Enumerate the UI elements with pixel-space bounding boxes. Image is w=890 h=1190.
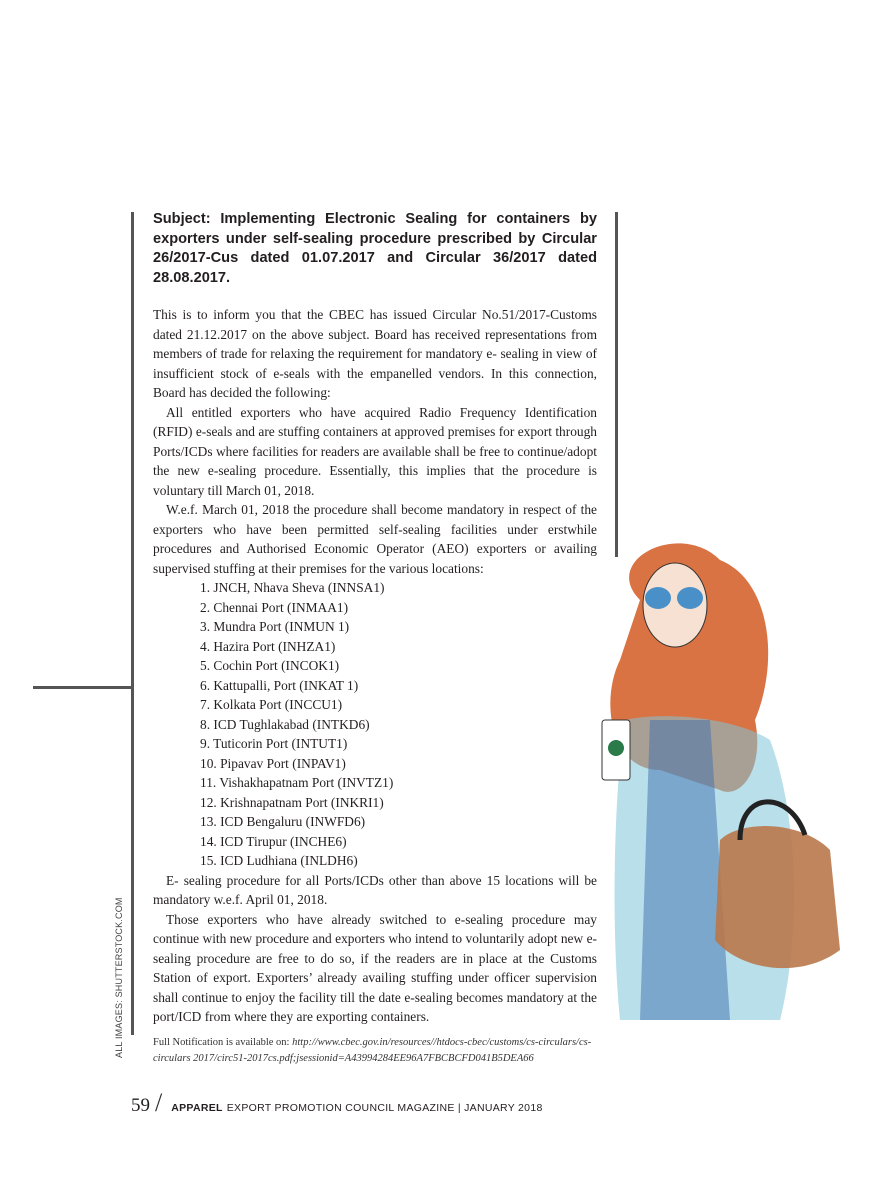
- handbag: [715, 826, 840, 968]
- list-item: 12. Krishnapatnam Port (INKRI1): [200, 794, 384, 810]
- article-subject: Subject: Implementing Electronic Sealing for containers by exporters under self-sealing procedure prescribed by Circular 26/2017-Cus dated 01.07.2017 and Circular 36/2017 dated 28.08.2017.: [153, 211, 597, 286]
- page-footer: [131, 1088, 543, 1118]
- list-item: 10. Pipavav Port (INPAV1): [200, 755, 346, 771]
- article: [153, 210, 597, 1078]
- list-item: 9. Tuticorin Port (INTUT1): [200, 736, 348, 752]
- sunglasses-left: [645, 587, 671, 609]
- paragraph: All entitled exporters who have acquired Radio Frequency Identification (RFID) e-seals and are stuffing containers at approved premises for export through Ports/ICDs where facilities for readers are available shall be free to continue/adopt the new e-sealing procedure. Essentially, this implies that the procedure is voluntary till March 01, 2018.: [153, 404, 597, 498]
- list-item: 5. Cochin Port (INCOK1): [200, 658, 340, 674]
- list-item: 2. Chennai Port (INMAA1): [200, 599, 349, 615]
- paragraph: E- sealing procedure for all Ports/ICDs other than above 15 locations will be mandatory w.e.f. April 01, 2018.: [153, 872, 597, 908]
- paragraph: Those exporters who have already switched to e-sealing procedure may continue with new procedure and exporters who intend to voluntarily adopt new e-sealing procedure are free to do so, if the readers are in place at the Customs Station of export. Exporters’ already availing stuffing under officer supervision shall continue to enjoy the facility till the date e-sealing becomes mandatory at the port/ICD from where they are exporting containers.: [153, 911, 597, 1025]
- page-number: 59: [131, 1095, 150, 1116]
- right-rule: [615, 212, 618, 557]
- magazine-title: EXPORT PROMOTION COUNCIL MAGAZINE | JANUARY 2018: [226, 1102, 543, 1114]
- notification-link[interactable]: http://www.cbec.gov.in/resources//htdocs-cbec/customs/cs-circulars/cs-circulars 2017/circ51-2017cs.pdf;jsessionid=A43994284EE96A7FBCBCFD041B5DEA66: [153, 1036, 592, 1065]
- list-item: 13. ICD Bengaluru (INWFD6): [200, 814, 366, 830]
- note-label: Full Notification is available on:: [153, 1036, 293, 1048]
- magazine-brand: APPAREL: [171, 1102, 223, 1114]
- list-item: 11. Vishakhapatnam Port (INVTZ1): [200, 775, 394, 791]
- horizontal-rule: [33, 686, 133, 689]
- list-item: 14. ICD Tirupur (INCHE6): [200, 833, 347, 849]
- image-credit: ALL IMAGES: SHUTTERSTOCK.COM: [114, 897, 124, 1058]
- locations-list: [153, 578, 597, 871]
- footer-slash: /: [155, 1088, 163, 1117]
- sunglasses-right: [677, 587, 703, 609]
- left-rule: [131, 212, 134, 1035]
- list-item: 4. Hazira Port (INHZA1): [200, 638, 336, 654]
- list-item: 7. Kolkata Port (INCCU1): [200, 697, 343, 713]
- list-item: 3. Mundra Port (INMUN 1): [200, 619, 350, 635]
- list-item: 1. JNCH, Nhava Sheva (INNSA1): [200, 580, 385, 596]
- list-item: 15. ICD Ludhiana (INLDH6): [200, 853, 358, 869]
- list-item: 6. Kattupalli, Port (INKAT 1): [200, 677, 359, 693]
- notification-note: [153, 1035, 597, 1068]
- list-item: 8. ICD Tughlakabad (INTKD6): [200, 716, 370, 732]
- paragraph: This is to inform you that the CBEC has issued Circular No.51/2017-Customs dated 21.12.2017 on the above subject. Board has received representations from members of trade for relaxing the requirement for mandatory e- sealing in view of insufficient stock of e-seals with the empanelled vendors. In this connection, Board has decided the following:: [153, 307, 597, 401]
- paragraph: W.e.f. March 01, 2018 the procedure shall become mandatory in respect of the exporters who have been permitted self-sealing facilities under erstwhile procedures and Authorised Economic Operator (AEO) exporters or availing supervised stuffing at their premises for the various locations:: [153, 502, 597, 576]
- cup-logo: [608, 740, 624, 756]
